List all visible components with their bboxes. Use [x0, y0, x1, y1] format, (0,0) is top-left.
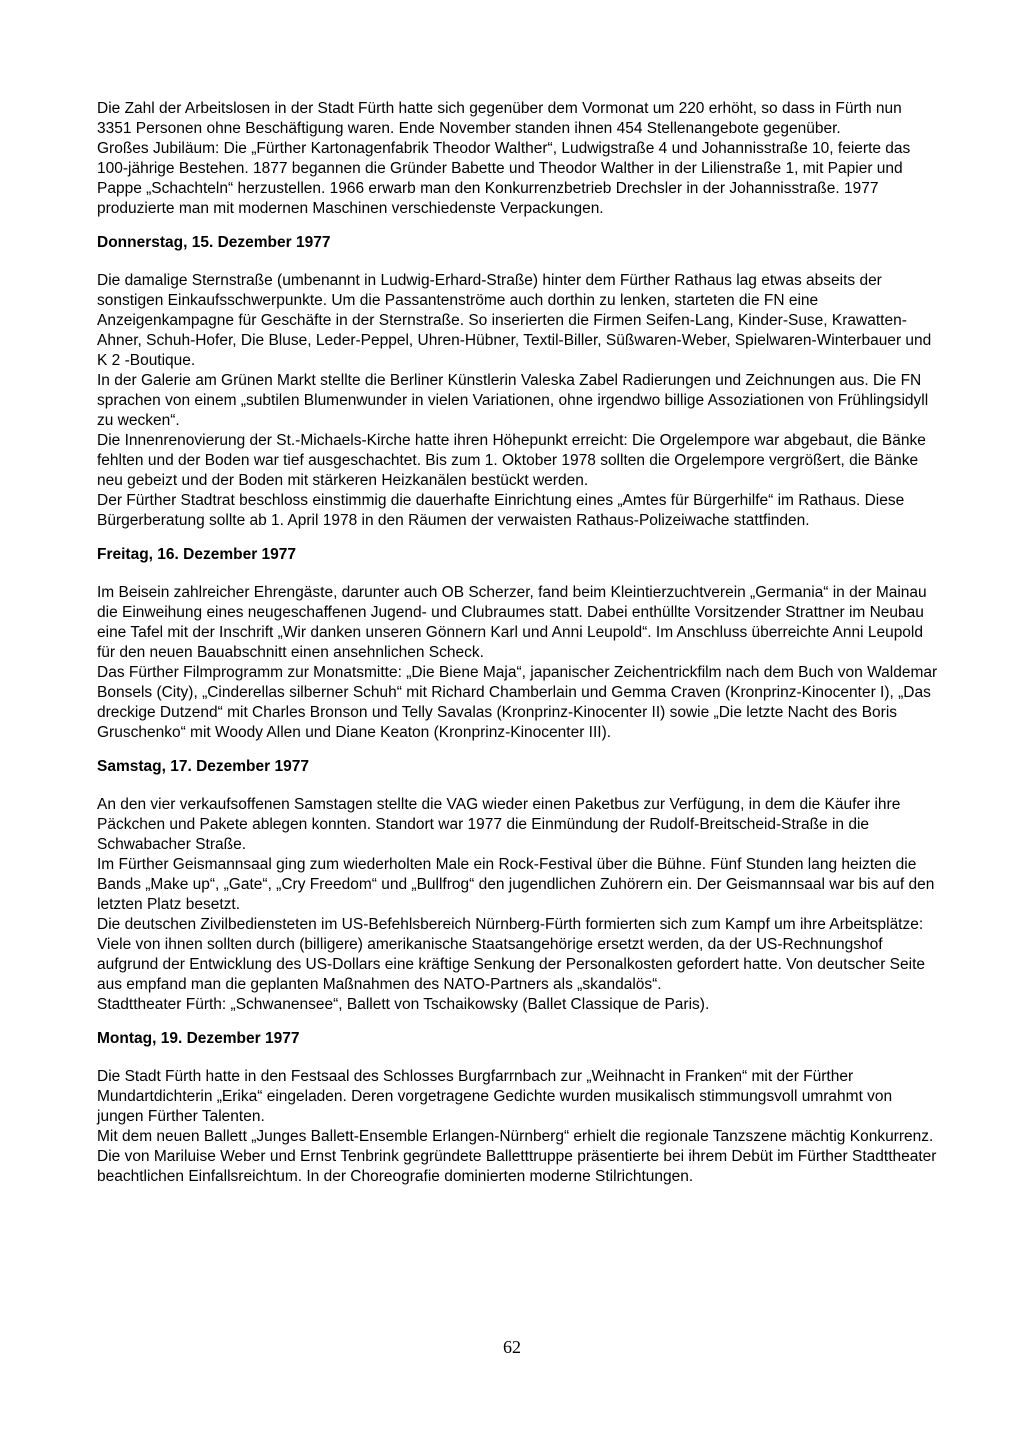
page-number: 62 [503, 1337, 521, 1357]
paragraph: Im Fürther Geismannsaal ging zum wiederholten Male ein Rock-Festival über die Bühne. Fünf Stunden lang heizten die Bands „Make up“, „Gate“, „Cry Freedom“ und „Bullfrog“ den jugendlichen Zuhörern ein. Der Geismannsaal war bis auf den letzten Platz besetzt. [97, 856, 935, 913]
paragraph: Die Stadt Fürth hatte in den Festsaal des Schlosses Burgfarrnbach zur „Weihnacht in Franken“ mit der Fürther Mundartdichterin „Erika“ eingeladen. Deren vorgetragene Gedichte wurden musikalisch stimmungsvoll umrahmt von jungen Fürther Talenten. [97, 1068, 893, 1125]
page-content [97, 99, 938, 1187]
paragraph: Mit dem neuen Ballett „Junges Ballett-Ensemble Erlangen-Nürnberg“ erhielt die regionale Tanzszene mächtig Konkurrenz. Die von Mariluise Weber und Ernst Tenbrink gegründete Balletttruppe präsentierte bei ihrem Debüt im Fürther Stadttheater beachtlichen Einfallsreichtum. In der Choreografie dominierten moderne Stilrichtungen. [97, 1128, 937, 1185]
paragraph: Der Fürther Stadtrat beschloss einstimmig die dauerhafte Einrichtung eines „Amtes für Bürgerhilfe“ im Rathaus. Diese Bürgerberatung sollte ab 1. April 1978 in den Räumen der verwaisten Rathaus-Polizeiwache stattfinden. [97, 492, 905, 529]
paragraph: Die Innenrenovierung der St.-Michaels-Kirche hatte ihren Höhepunkt erreicht: Die Orgelempore war abgebaut, die Bänke fehlten und der Boden war tief ausgeschachtet. Bis zum 1. Oktober 1978 sollten die Orgelempore vergrößert, die Bänke neu gebeizt und der Boden mit stärkeren Heizkanälen bestückt werden. [97, 432, 926, 489]
section-heading-freitag: Freitag, 16. Dezember 1977 [97, 546, 297, 563]
paragraph: In der Galerie am Grünen Markt stellte die Berliner Künstlerin Valeska Zabel Radierungen und Zeichnungen aus. Die FN sprachen von einem „subtilen Blumenwunder in vielen Variationen, ohne irgendwo billige Assoziationen von Frühlingsidyll zu wecken“. [97, 372, 929, 429]
section-heading-montag: Montag, 19. Dezember 1977 [97, 1030, 300, 1047]
paragraph: Stadttheater Fürth: „Schwanensee“, Ballett von Tschaikowsky (Ballet Classique de Paris). [97, 996, 710, 1013]
paragraph: Die deutschen Zivilbediensteten im US-Befehlsbereich Nürnberg-Fürth formierten sich zum Kampf um ihre Arbeitsplätze: Viele von ihnen sollten durch (billigere) amerikanische Staatsangehörige ersetzt werden, da der US-Rechnungshof aufgrund der Entwicklung des US-Dollars eine kräftige Senkung der Personalkosten gefordert hatte. Von deutscher Seite aus empfand man die geplanten Maßnahmen des NATO-Partners als „skandalös“. [97, 916, 926, 993]
section-heading-donnerstag: Donnerstag, 15. Dezember 1977 [97, 234, 331, 251]
paragraph: Großes Jubiläum: Die „Fürther Kartonagenfabrik Theodor Walther“, Ludwigstraße 4 und Johannisstraße 10, feierte das 100-jährige Bestehen. 1877 begannen die Gründer Babette und Theodor Walther in der Lilienstraße 1, mit Papier und Pappe „Schachteln“ herzustellen. 1966 erwarb man den Konkurrenzbetrieb Drechsler in der Johannisstraße. 1977 produzierte man mit modernen Maschinen verschiedenste Verpackungen. [97, 140, 911, 217]
paragraph: An den vier verkaufsoffenen Samstagen stellte die VAG wieder einen Paketbus zur Verfügung, in dem die Käufer ihre Päckchen und Pakete ablegen konnten. Standort war 1977 die Einmündung der Rudolf-Breitscheid-Straße in die Schwabacher Straße. [97, 796, 901, 853]
paragraph: Die damalige Sternstraße (umbenannt in Ludwig-Erhard-Straße) hinter dem Fürther Rathaus lag etwas abseits der sonstigen Einkaufsschwerpunkte. Um die Passantenströme auch dorthin zu lenken, starteten die FN eine Anzeigenkampagne für Geschäfte in der Sternstraße. So inserierten die Firmen Seifen-Lang, Kinder-Suse, Krawatten-Ahner, Schuh-Hofer, Die Bluse, Leder-Peppel, Uhren-Hübner, Textil-Biller, Süßwaren-Weber, Spielwaren-Winterbauer und K 2 -Boutique. [97, 272, 932, 369]
paragraph: Im Beisein zahlreicher Ehrengäste, darunter auch OB Scherzer, fand beim Kleintierzuchtverein „Germania“ in der Mainau die Einweihung eines neugeschaffenen Jugend- und Clubraumes statt. Dabei enthüllte Vorsitzender Strattner im Neubau eine Tafel mit der Inschrift „Wir danken unseren Gönnern Karl und Anni Leupold“. Im Anschluss überreichte Anni Leupold für den neuen Bauabschnitt einen ansehnlichen Scheck. [97, 584, 927, 661]
paragraph: Die Zahl der Arbeitslosen in der Stadt Fürth hatte sich gegenüber dem Vormonat um 220 erhöht, so dass in Fürth nun 3351 Personen ohne Beschäftigung waren. Ende November standen ihnen 454 Stellenangebote gegenüber. [97, 100, 902, 137]
section-heading-samstag: Samstag, 17. Dezember 1977 [97, 758, 309, 775]
paragraph: Das Fürther Filmprogramm zur Monatsmitte: „Die Biene Maja“, japanischer Zeichentrickfilm nach dem Buch von Waldemar Bonsels (City), „Cinderellas silberner Schuh“ mit Richard Chamberlain und Gemma Craven (Kronprinz-Kinocenter I), „Das dreckige Dutzend“ mit Charles Bronson und Telly Savalas (Kronprinz-Kinocenter II) sowie „Die letzte Nacht des Boris Gruschenko“ mit Woody Allen und Diane Keaton (Kronprinz-Kinocenter III). [97, 664, 938, 741]
